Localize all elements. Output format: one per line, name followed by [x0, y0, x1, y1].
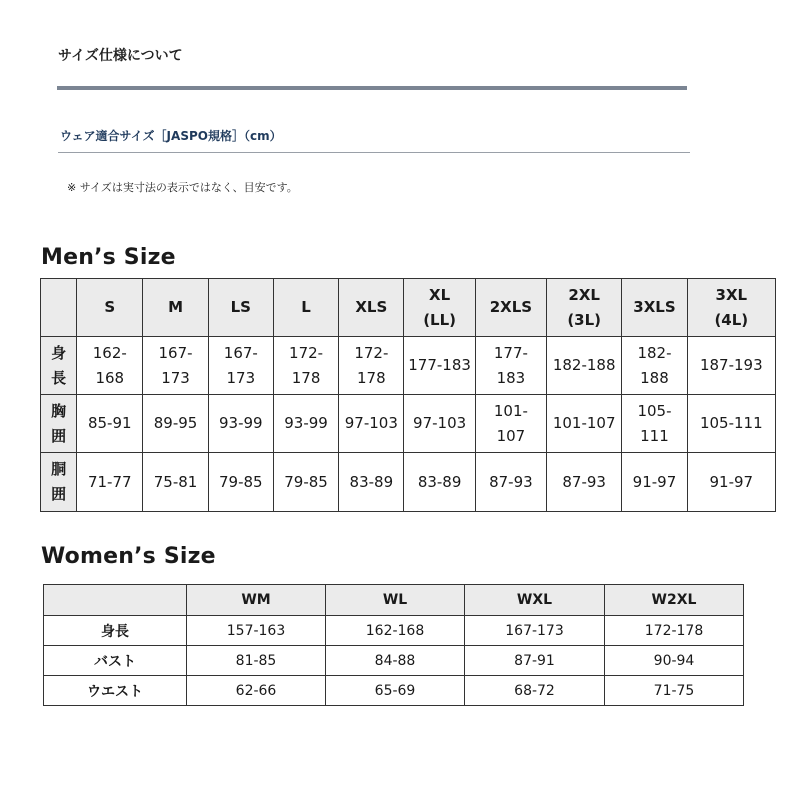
mens-col-header: 2XL (3L) [547, 279, 622, 337]
womens-col-header: WXL [465, 585, 605, 616]
womens-cell: 87-91 [465, 646, 605, 676]
womens-row-label: 身長 [44, 616, 187, 646]
mens-col-header: LS [208, 279, 273, 337]
mens-corner-cell [41, 279, 77, 337]
mens-header-row [41, 279, 776, 337]
womens-cell: 68-72 [465, 676, 605, 706]
mens-cell: 172- 178 [273, 337, 338, 395]
womens-col-header: WL [326, 585, 465, 616]
womens-cell: 84-88 [326, 646, 465, 676]
mens-cell: 105- 111 [622, 395, 687, 453]
mens-cell: 182- 188 [622, 337, 687, 395]
section-heading: ウェア適合サイズ［JASPO規格］（cm） [60, 129, 282, 143]
mens-cell: 172- 178 [339, 337, 404, 395]
title-divider [57, 86, 687, 90]
mens-cell: 177- 183 [475, 337, 546, 395]
womens-cell: 81-85 [187, 646, 326, 676]
mens-cell: 93-99 [273, 395, 338, 453]
womens-col-header: WM [187, 585, 326, 616]
mens-cell: 105-111 [687, 395, 775, 453]
mens-cell: 83-89 [404, 453, 475, 512]
womens-cell: 71-75 [605, 676, 744, 706]
womens-row-waist [44, 676, 744, 706]
mens-cell: 91-97 [687, 453, 775, 512]
womens-cell: 65-69 [326, 676, 465, 706]
mens-col-header: XLS [339, 279, 404, 337]
mens-col-header: XL (LL) [404, 279, 475, 337]
mens-cell: 97-103 [404, 395, 475, 453]
mens-cell: 101-107 [547, 395, 622, 453]
womens-cell: 172-178 [605, 616, 744, 646]
mens-row-chest [41, 395, 776, 453]
mens-cell: 162- 168 [77, 337, 143, 395]
womens-col-header: W2XL [605, 585, 744, 616]
mens-cell: 187-193 [687, 337, 775, 395]
womens-header-row [44, 585, 744, 616]
mens-row-waist [41, 453, 776, 512]
mens-cell: 85-91 [77, 395, 143, 453]
mens-cell: 167- 173 [208, 337, 273, 395]
mens-cell: 75-81 [143, 453, 208, 512]
mens-cell: 71-77 [77, 453, 143, 512]
mens-col-header: 3XL (4L) [687, 279, 775, 337]
mens-row-height [41, 337, 776, 395]
womens-cell: 167-173 [465, 616, 605, 646]
mens-col-header: S [77, 279, 143, 337]
mens-cell: 89-95 [143, 395, 208, 453]
mens-cell: 91-97 [622, 453, 687, 512]
womens-cell: 157-163 [187, 616, 326, 646]
mens-cell: 87-93 [475, 453, 546, 512]
mens-cell: 87-93 [547, 453, 622, 512]
mens-cell: 97-103 [339, 395, 404, 453]
mens-col-header: L [273, 279, 338, 337]
mens-cell: 79-85 [208, 453, 273, 512]
mens-row-label: 身 長 [41, 337, 77, 395]
mens-col-header: 3XLS [622, 279, 687, 337]
mens-row-label: 胸 囲 [41, 395, 77, 453]
womens-cell: 162-168 [326, 616, 465, 646]
mens-col-header: 2XLS [475, 279, 546, 337]
womens-size-table [43, 584, 744, 706]
mens-cell: 167- 173 [143, 337, 208, 395]
womens-corner-cell [44, 585, 187, 616]
mens-col-header: M [143, 279, 208, 337]
womens-row-bust [44, 646, 744, 676]
womens-row-label: バスト [44, 646, 187, 676]
size-note: ※ サイズは実寸法の表示ではなく、目安です。 [67, 181, 298, 194]
mens-cell: 177-183 [404, 337, 475, 395]
womens-row-height [44, 616, 744, 646]
mens-cell: 101- 107 [475, 395, 546, 453]
page-title: サイズ仕様について [58, 48, 183, 64]
mens-size-heading: Men’s Size [41, 245, 176, 270]
mens-cell: 182-188 [547, 337, 622, 395]
section-divider [58, 152, 690, 153]
womens-size-heading: Women’s Size [41, 544, 216, 569]
womens-cell: 90-94 [605, 646, 744, 676]
mens-size-table [40, 278, 776, 512]
mens-row-label: 胴 囲 [41, 453, 77, 512]
mens-cell: 93-99 [208, 395, 273, 453]
womens-cell: 62-66 [187, 676, 326, 706]
mens-cell: 83-89 [339, 453, 404, 512]
mens-cell: 79-85 [273, 453, 338, 512]
womens-row-label: ウエスト [44, 676, 187, 706]
